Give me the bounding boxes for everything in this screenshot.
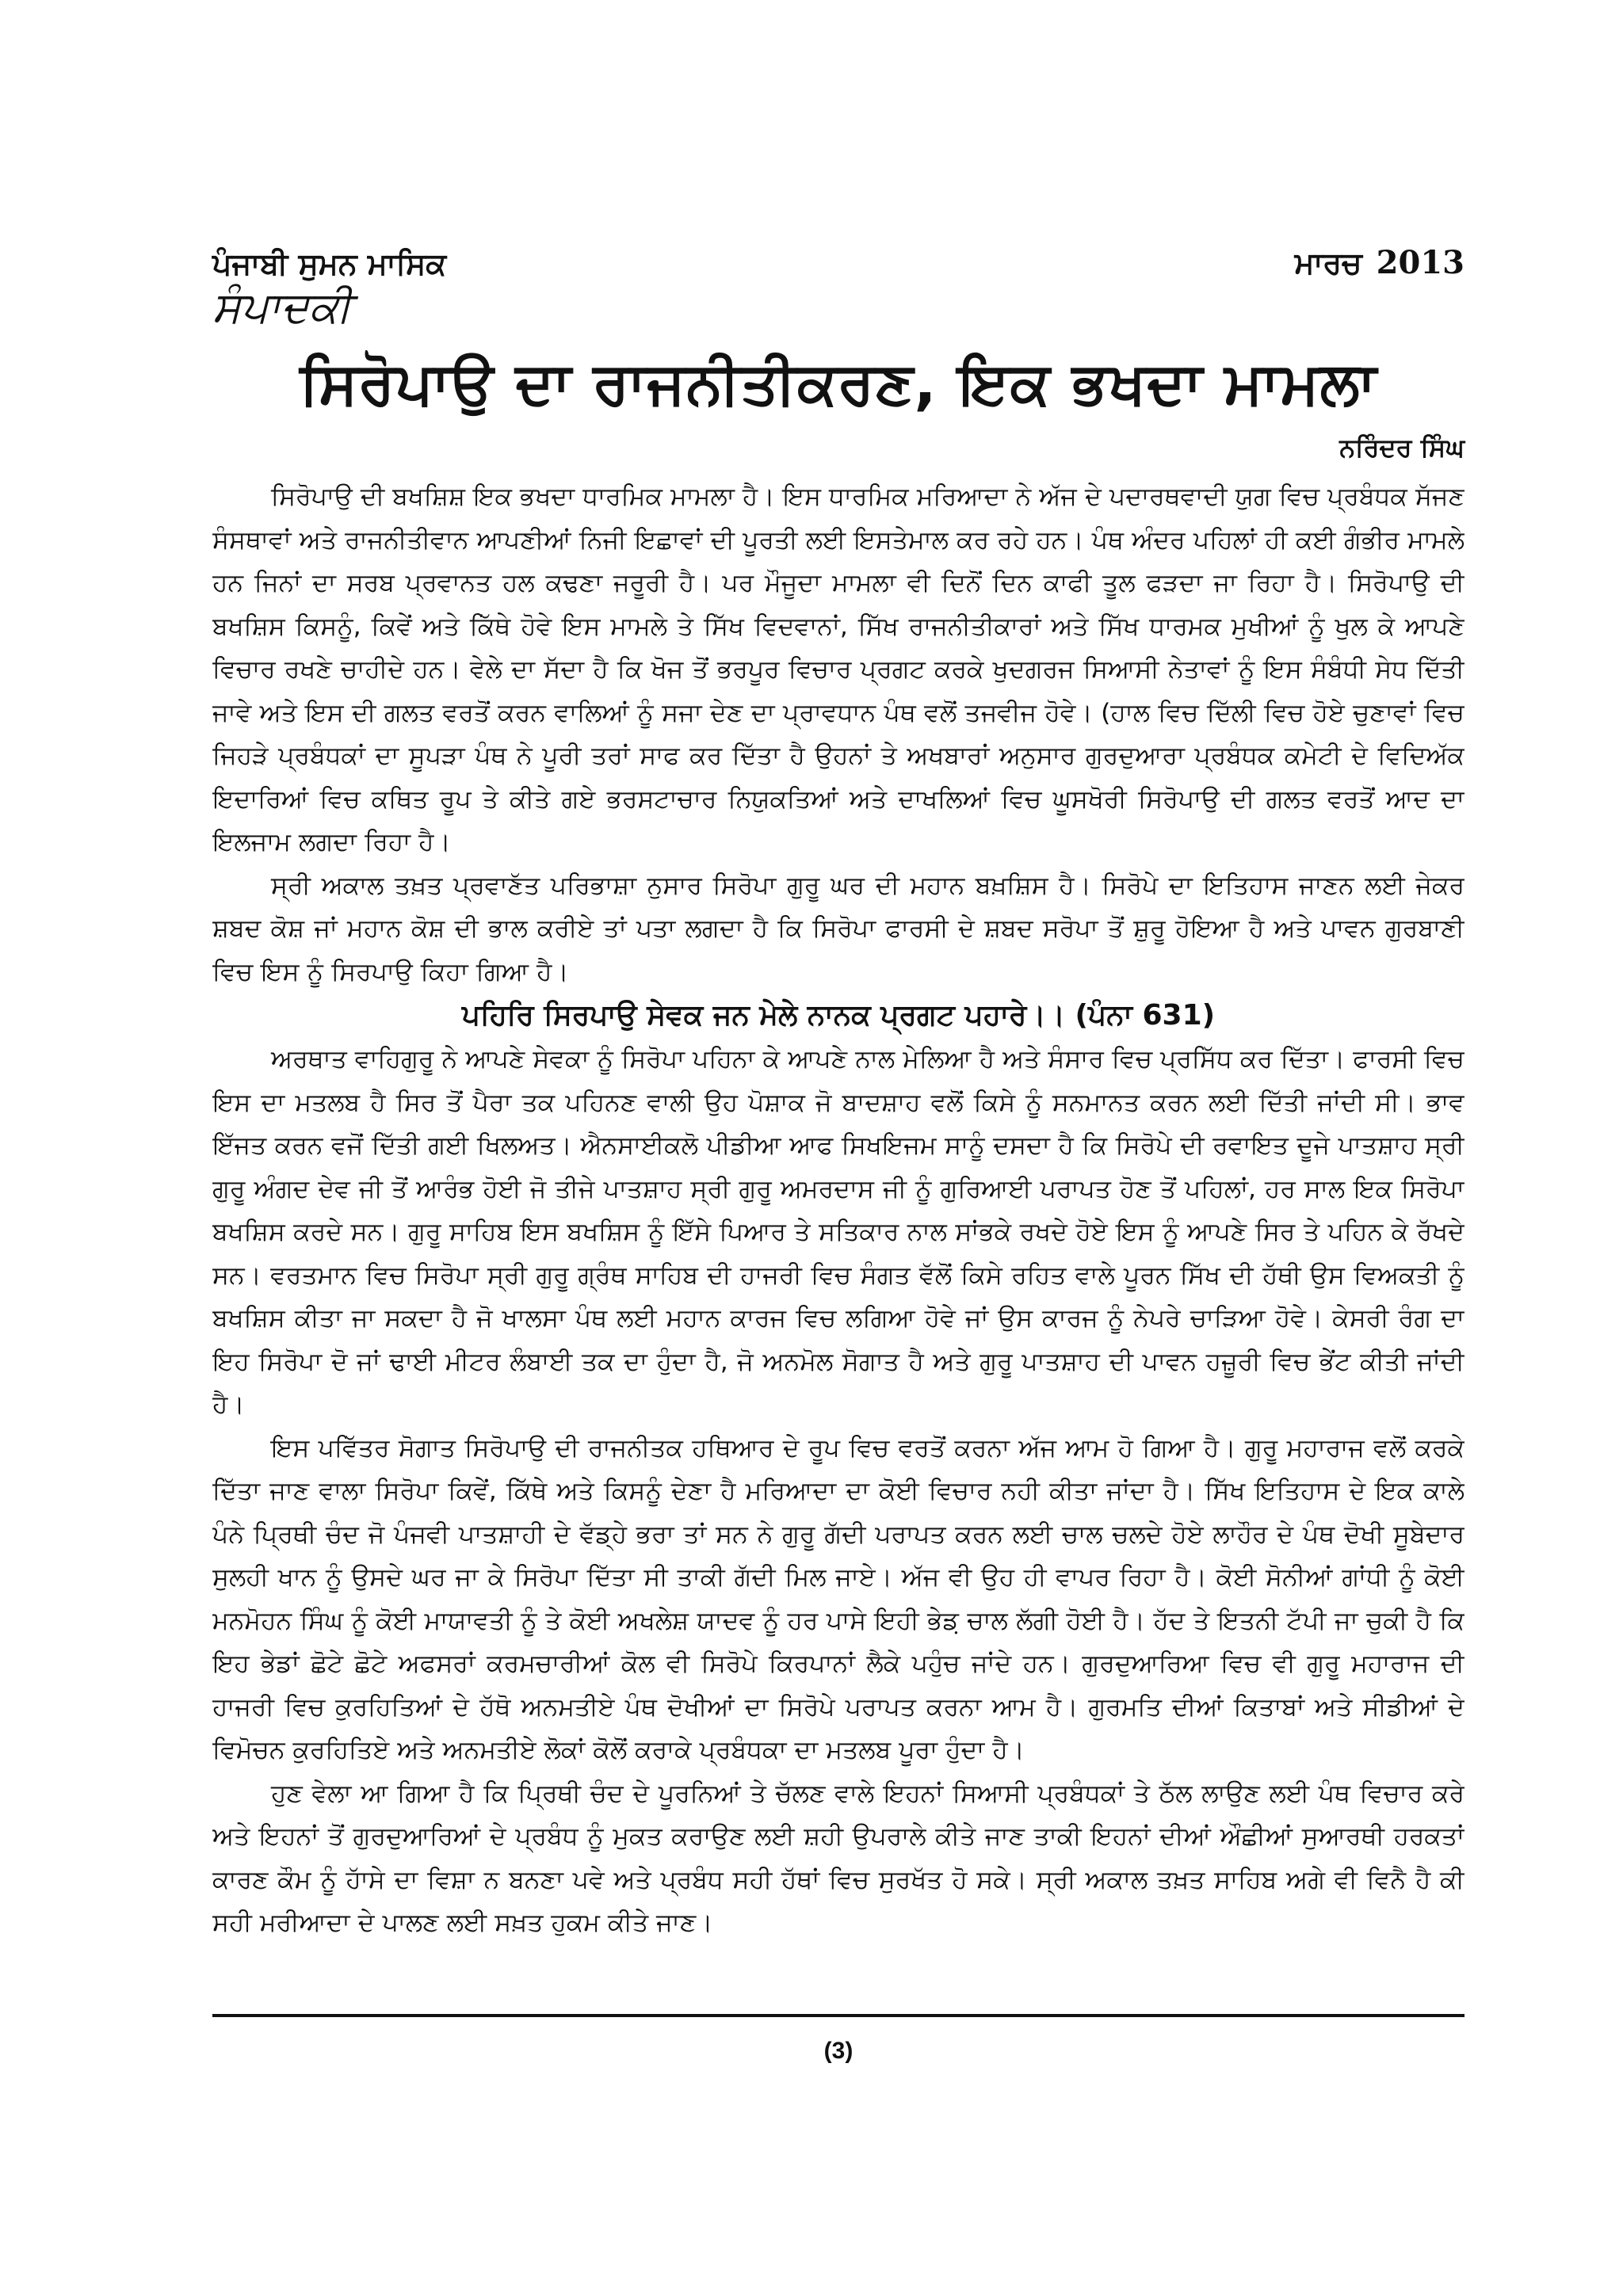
issue-date [1294,244,1465,281]
issue-year: 2013 [1376,244,1465,281]
paragraph: ਸ੍ਰੀ ਅਕਾਲ ਤਖ਼ਤ ਪ੍ਰਵਾਣੱਤ ਪਰਿਭਾਸ਼ਾ ਨੁਸਾਰ ਸਿਰੋਪਾ ਗੁਰੂ ਘਰ ਦੀ ਮਹਾਨ ਬਖ਼ਸ਼ਿਸ ਹੈ। ਸਿਰੋਪੇ ਦਾ ਇਤਿਹਾਸ ਜਾਣਨ ਲਈ ਜੇਕਰ ਸ਼ਬਦ ਕੋਸ਼ ਜਾਂ ਮਹਾਨ ਕੋਸ਼ ਦੀ ਭਾਲ ਕਰੀਏ ਤਾਂ ਪਤਾ ਲਗਦਾ ਹੈ ਕਿ ਸਿਰੋਪਾ ਫਾਰਸੀ ਦੇ ਸ਼ਬਦ ਸਰੋਪਾ ਤੋਂ ਸ਼ੁਰੂ ਹੋਇਆ ਹੈ ਅਤੇ ਪਾਵਨ ਗੁਰਬਾਣੀ ਵਿਚ ਇਸ ਨੂੰ ਸਿਰਪਾਉ ਕਿਹਾ ਗਿਆ ਹੈ। [212,871,1465,986]
scripture-verse: ਪਹਿਰਿ ਸਿਰਪਾਉ ਸੇਵਕ ਜਨ ਮੇਲੇ ਨਾਨਕ ਪ੍ਰਗਟ ਪਹਾਰੇ।। (ਪੰਨਾ 631) [461,999,1216,1032]
publication-name: ਪੰਜਾਬੀ ਸੁਮਨ ਮਾਸਿਕ [212,246,447,281]
page-number: (3) [823,2038,854,2064]
article-body [212,475,1465,1985]
running-header [212,231,1465,279]
article-title: ਸਿਰੋਪਾਉ ਦਾ ਰਾਜਨੀਤੀਕਰਣ, ਇਕ ਭਖਦਾ ਮਾਮਲਾ [300,349,1377,418]
paragraph: ਸਿਰੋਪਾਉ ਦੀ ਬਖਸ਼ਿਸ਼ ਇਕ ਭਖਦਾ ਧਾਰਮਿਕ ਮਾਮਲਾ ਹੈ। ਇਸ ਧਾਰਮਿਕ ਮਰਿਆਦਾ ਨੇ ਅੱਜ ਦੇ ਪਦਾਰਥਵਾਦੀ ਯੁਗ ਵਿਚ ਪ੍ਰਬੰਧਕ ਸੱਜਣ ਸੰਸਥਾਵਾਂ ਅਤੇ ਰਾਜਨੀਤੀਵਾਨ ਆਪਣੀਆਂ ਨਿਜੀ ਇਛਾਵਾਂ ਦੀ ਪੂਰਤੀ ਲਈ ਇਸਤੇਮਾਲ ਕਰ ਰਹੇ ਹਨ। ਪੰਥ ਅੰਦਰ ਪਹਿਲਾਂ ਹੀ ਕਈ ਗੰਭੀਰ ਮਾਮਲੇ ਹਨ ਜਿਨਾਂ ਦਾ ਸਰਬ ਪ੍ਰਵਾਨਤ ਹਲ ਕਢਣਾ ਜਰੂਰੀ ਹੈ। ਪਰ ਮੌਜੂਦਾ ਮਾਮਲਾ ਵੀ ਦਿਨੋਂ ਦਿਨ ਕਾਫੀ ਤੂਲ ਫੜਦਾ ਜਾ ਰਿਹਾ ਹੈ। ਸਿਰੋਪਾਉ ਦੀ ਬਖਸ਼ਿਸ ਕਿਸਨੂੰ, ਕਿਵੇਂ ਅਤੇ ਕਿੱਥੇ ਹੋਵੇ ਇਸ ਮਾਮਲੇ ਤੇ ਸਿੱਖ ਵਿਦਵਾਨਾਂ, ਸਿੱਖ ਰਾਜਨੀਤੀਕਾਰਾਂ ਅਤੇ ਸਿੱਖ ਧਾਰਮਕ ਮੁਖੀਆਂ ਨੂੰ ਖੁਲ ਕੇ ਆਪਣੇ ਵਿਚਾਰ ਰਖਣੇ ਚਾਹੀਦੇ ਹਨ। ਵੇਲੇ ਦਾ ਸੱਦਾ ਹੈ ਕਿ ਖੋਜ ਤੋਂ ਭਰਪੂਰ ਵਿਚਾਰ ਪ੍ਰਗਟ ਕਰਕੇ ਖੁਦਗਰਜ ਸਿਆਸੀ ਨੇਤਾਵਾਂ ਨੂੰ ਇਸ ਸੰਬੰਧੀ ਸੇਧ ਦਿੱਤੀ ਜਾਵੇ ਅਤੇ ਇਸ ਦੀ ਗਲਤ ਵਰਤੋਂ ਕਰਨ ਵਾਲਿਆਂ ਨੂੰ ਸਜਾ ਦੇਣ ਦਾ ਪ੍ਰਾਵਧਾਨ ਪੰਥ ਵਲੋਂ ਤਜਵੀਜ ਹੋਵੇ। (ਹਾਲ ਵਿਚ ਦਿੱਲੀ ਵਿਚ ਹੋਏ ਚੁਣਾਵਾਂ ਵਿਚ ਜਿਹੜੇ ਪ੍ਰਬੰਧਕਾਂ ਦਾ ਸੂਪੜਾ ਪੰਥ ਨੇ ਪੂਰੀ ਤਰਾਂ ਸਾਫ ਕਰ ਦਿੱਤਾ ਹੈ ਉਹਨਾਂ ਤੇ ਅਖਬਾਰਾਂ ਅਨੁਸਾਰ ਗੁਰਦੁਆਰਾ ਪ੍ਰਬੰਧਕ ਕਮੇਟੀ ਦੇ ਵਿਦਿਅੱਕ ਇਦਾਰਿਆਂ ਵਿਚ ਕਥਿਤ ਰੂਪ ਤੇ ਕੀਤੇ ਗਏ ਭਰਸਟਾਚਾਰ ਨਿਯੁਕਤਿਆਂ ਅਤੇ ਦਾਖਲਿਆਂ ਵਿਚ ਘੂਸਖੋਰੀ ਸਿਰੋਪਾਉ ਦੀ ਗਲਤ ਵਰਤੋਂ ਆਦ ਦਾ ਇਲਜਾਮ ਲਗਦਾ ਰਿਹਾ ਹੈ। [212,482,1465,856]
issue-month: ਮਾਰਚ [1294,246,1362,280]
paragraph: ਅਰਥਾਤ ਵਾਹਿਗੁਰੂ ਨੇ ਆਪਣੇ ਸੇਵਕਾ ਨੂੰ ਸਿਰੋਪਾ ਪਹਿਨਾ ਕੇ ਆਪਣੇ ਨਾਲ ਮੇਲਿਆ ਹੈ ਅਤੇ ਸੰਸਾਰ ਵਿਚ ਪ੍ਰਸਿੱਧ ਕਰ ਦਿੱਤਾ। ਫਾਰਸੀ ਵਿਚ ਇਸ ਦਾ ਮਤਲਬ ਹੈ ਸਿਰ ਤੋਂ ਪੈਰਾ ਤਕ ਪਹਿਨਣ ਵਾਲੀ ਉਹ ਪੋਸ਼ਾਕ ਜੋ ਬਾਦਸ਼ਾਹ ਵਲੋਂ ਕਿਸੇ ਨੂੰ ਸਨਮਾਨਤ ਕਰਨ ਲਈ ਦਿੱਤੀ ਜਾਂਦੀ ਸੀ। ਭਾਵ ਇੱਜਤ ਕਰਨ ਵਜੋਂ ਦਿੱਤੀ ਗਈ ਖਿਲਅਤ। ਐਨਸਾਈਕਲੋ ਪੀਡੀਆ ਆਫ ਸਿਖਇਜਮ ਸਾਨੂੰ ਦਸਦਾ ਹੈ ਕਿ ਸਿਰੋਪੇ ਦੀ ਰਵਾਇਤ ਦੂਜੇ ਪਾਤਸ਼ਾਹ ਸ੍ਰੀ ਗੁਰੂ ਅੰਗਦ ਦੇਵ ਜੀ ਤੋਂ ਆਰੰਭ ਹੋਈ ਜੋ ਤੀਜੇ ਪਾਤਸ਼ਾਹ ਸ੍ਰੀ ਗੁਰੂ ਅਮਰਦਾਸ ਜੀ ਨੂੰ ਗੁਰਿਆਈ ਪਰਾਪਤ ਹੋਣ ਤੋਂ ਪਹਿਲਾਂ, ਹਰ ਸਾਲ ਇਕ ਸਿਰੋਪਾ ਬਖਸ਼ਿਸ ਕਰਦੇ ਸਨ। ਗੁਰੂ ਸਾਹਿਬ ਇਸ ਬਖਸ਼ਿਸ ਨੂੰ ਇੱਸੇ ਪਿਆਰ ਤੇ ਸਤਿਕਾਰ ਨਾਲ ਸਾਂਭਕੇ ਰਖਦੇ ਹੋਏ ਇਸ ਨੂੰ ਆਪਣੇ ਸਿਰ ਤੇ ਪਹਿਨ ਕੇ ਰੱਖਦੇ ਸਨ। ਵਰਤਮਾਨ ਵਿਚ ਸਿਰੋਪਾ ਸ੍ਰੀ ਗੁਰੂ ਗ੍ਰੰਥ ਸਾਹਿਬ ਦੀ ਹਾਜਰੀ ਵਿਚ ਸੰਗਤ ਵੱਲੋਂ ਕਿਸੇ ਰਹਿਤ ਵਾਲੇ ਪੂਰਨ ਸਿੱਖ ਦੀ ਹੱਥੀ ਉਸ ਵਿਅਕਤੀ ਨੂੰ ਬਖਸ਼ਿਸ ਕੀਤਾ ਜਾ ਸਕਦਾ ਹੈ ਜੋ ਖਾਲਸਾ ਪੰਥ ਲਈ ਮਹਾਨ ਕਾਰਜ ਵਿਚ ਲਗਿਆ ਹੋਵੇ ਜਾਂ ਉਸ ਕਾਰਜ ਨੂੰ ਨੇਪਰੇ ਚਾੜਿਆ ਹੋਵੇ। ਕੇਸਰੀ ਰੰਗ ਦਾ ਇਹ ਸਿਰੋਪਾ ਦੋ ਜਾਂ ਢਾਈ ਮੀਟਰ ਲੰਬਾਈ ਤਕ ਦਾ ਹੁੰਦਾ ਹੈ, ਜੋ ਅਨਮੋਲ ਸੋਗਾਤ ਹੈ ਅਤੇ ਗੁਰੂ ਪਾਤਸ਼ਾਹ ਦੀ ਪਾਵਨ ਹਜ਼ੂਰੀ ਵਿਚ ਭੇਂਟ ਕੀਤੀ ਜਾਂਦੀ ਹੈ। [212,1045,1465,1419]
article-author: ਨਰਿੰਦਰ ਸਿੰਘ [1339,433,1465,463]
paragraph: ਇਸ ਪਵਿੱਤਰ ਸੋਗਾਤ ਸਿਰੋਪਾਉ ਦੀ ਰਾਜਨੀਤਕ ਹਥਿਆਰ ਦੇ ਰੂਪ ਵਿਚ ਵਰਤੋਂ ਕਰਨਾ ਅੱਜ ਆਮ ਹੋ ਗਿਆ ਹੈ। ਗੁਰੂ ਮਹਾਰਾਜ ਵਲੋਂ ਕਰਕੇ ਦਿੱਤਾ ਜਾਣ ਵਾਲਾ ਸਿਰੋਪਾ ਕਿਵੇਂ, ਕਿੱਥੇ ਅਤੇ ਕਿਸਨੂੰ ਦੇਣਾ ਹੈ ਮਰਿਆਦਾ ਦਾ ਕੋਈ ਵਿਚਾਰ ਨਹੀ ਕੀਤਾ ਜਾਂਦਾ ਹੈ। ਸਿੱਖ ਇਤਿਹਾਸ ਦੇ ਇਕ ਕਾਲੇ ਪੰਨੇ ਪ੍ਰਿਥੀ ਚੰਦ ਜੋ ਪੰਜਵੀ ਪਾਤਸ਼ਾਹੀ ਦੇ ਵੱਡ੍ਹੇ ਭਰਾ ਤਾਂ ਸਨ ਨੇ ਗੁਰੂ ਗੱਦੀ ਪਰਾਪਤ ਕਰਨ ਲਈ ਚਾਲ ਚਲਦੇ ਹੋਏ ਲਾਹੌਰ ਦੇ ਪੰਥ ਦੋਖੀ ਸੂਬੇਦਾਰ ਸੁਲਹੀ ਖਾਨ ਨੂੰ ਉਸਦੇ ਘਰ ਜਾ ਕੇ ਸਿਰੋਪਾ ਦਿੱਤਾ ਸੀ ਤਾਕੀ ਗੱਦੀ ਮਿਲ ਜਾਏ। ਅੱਜ ਵੀ ਉਹ ਹੀ ਵਾਪਰ ਰਿਹਾ ਹੈ। ਕੋਈ ਸੋਨੀਆਂ ਗਾਂਧੀ ਨੂੰ ਕੋਈ ਮਨਮੋਹਨ ਸਿੰਘ ਨੂੰ ਕੋਈ ਮਾਯਾਵਤੀ ਨੂੰ ਤੇ ਕੋਈ ਅਖਲੇਸ਼ ਯਾਦਵ ਨੂੰ ਹਰ ਪਾਸੇ ਇਹੀ ਭੇਡ਼ ਚਾਲ ਲੱਗੀ ਹੋਈ ਹੈ। ਹੱਦ ਤੇ ਇਤਨੀ ਟੱਪੀ ਜਾ ਚੁਕੀ ਹੈ ਕਿ ਇਹ ਭੇਡਾਂ ਛੋਟੇ ਛੋਟੇ ਅਫਸਰਾਂ ਕਰਮਚਾਰੀਆਂ ਕੋਲ ਵੀ ਸਿਰੋਪੇ ਕਿਰਪਾਨਾਂ ਲੈਕੇ ਪਹੁੰਚ ਜਾਂਦੇ ਹਨ। ਗੁਰਦੁਆਰਿਆ ਵਿਚ ਵੀ ਗੁਰੂ ਮਹਾਰਾਜ ਦੀ ਹਾਜਰੀ ਵਿਚ ਕੁਰਹਿਤਿਆਂ ਦੇ ਹੱਥੋ ਅਨਮਤੀਏ ਪੰਥ ਦੋਖੀਆਂ ਦਾ ਸਿਰੋਪੇ ਪਰਾਪਤ ਕਰਨਾ ਆਮ ਹੈ। ਗੁਰਮਤਿ ਦੀਆਂ ਕਿਤਾਬਾਂ ਅਤੇ ਸੀਡੀਆਂ ਦੇ ਵਿਮੋਚਨ ਕੁਰਹਿਤਿਏ ਅਤੇ ਅਨਮਤੀਏ ਲੋਕਾਂ ਕੋਲੋਂ ਕਰਾਕੇ ਪ੍ਰਬੰਧਕਾ ਦਾ ਮਤਲਬ ਪੂਰਾ ਹੁੰਦਾ ਹੈ। [212,1433,1465,1764]
footer-divider [212,2014,1465,2017]
section-label: ਸੰਪਾਦਕੀ [212,282,352,332]
paragraph: ਹੁਣ ਵੇਲਾ ਆ ਗਿਆ ਹੈ ਕਿ ਪ੍ਰਿਥੀ ਚੰਦ ਦੇ ਪੂਰਨਿਆਂ ਤੇ ਚੱਲਣ ਵਾਲੇ ਇਹਨਾਂ ਸਿਆਸੀ ਪ੍ਰਬੰਧਕਾਂ ਤੇ ਠੱਲ ਲਾਉਣ ਲਈ ਪੰਥ ਵਿਚਾਰ ਕਰੇ ਅਤੇ ਇਹਨਾਂ ਤੋਂ ਗੁਰਦੁਆਰਿਆਂ ਦੇ ਪ੍ਰਬੰਧ ਨੂੰ ਮੁਕਤ ਕਰਾਉਣ ਲਈ ਸ਼ਹੀ ਉਪਰਾਲੇ ਕੀਤੇ ਜਾਣ ਤਾਕੀ ਇਹਨਾਂ ਦੀਆਂ ਔਛੀਆਂ ਸੁਆਰਥੀ ਹਰਕਤਾਂ ਕਾਰਣ ਕੌਮ ਨੂੰ ਹਾੱਸੇ ਦਾ ਵਿਸ਼ਾ ਨ ਬਨਣਾ ਪਵੇ ਅਤੇ ਪ੍ਰਬੰਧ ਸਹੀ ਹੱਥਾਂ ਵਿਚ ਸੁਰਖੱਤ ਹੋ ਸਕੇ। ਸ੍ਰੀ ਅਕਾਲ ਤਖ਼ਤ ਸਾਹਿਬ ਅਗੇ ਵੀ ਵਿਨੈ ਹੈ ਕੀ ਸਹੀ ਮਰੀਆਦਾ ਦੇ ਪਾਲਣ ਲਈ ਸਖ਼ਤ ਹੁਕਮ ਕੀਤੇ ਜਾਣ। [212,1779,1465,1937]
